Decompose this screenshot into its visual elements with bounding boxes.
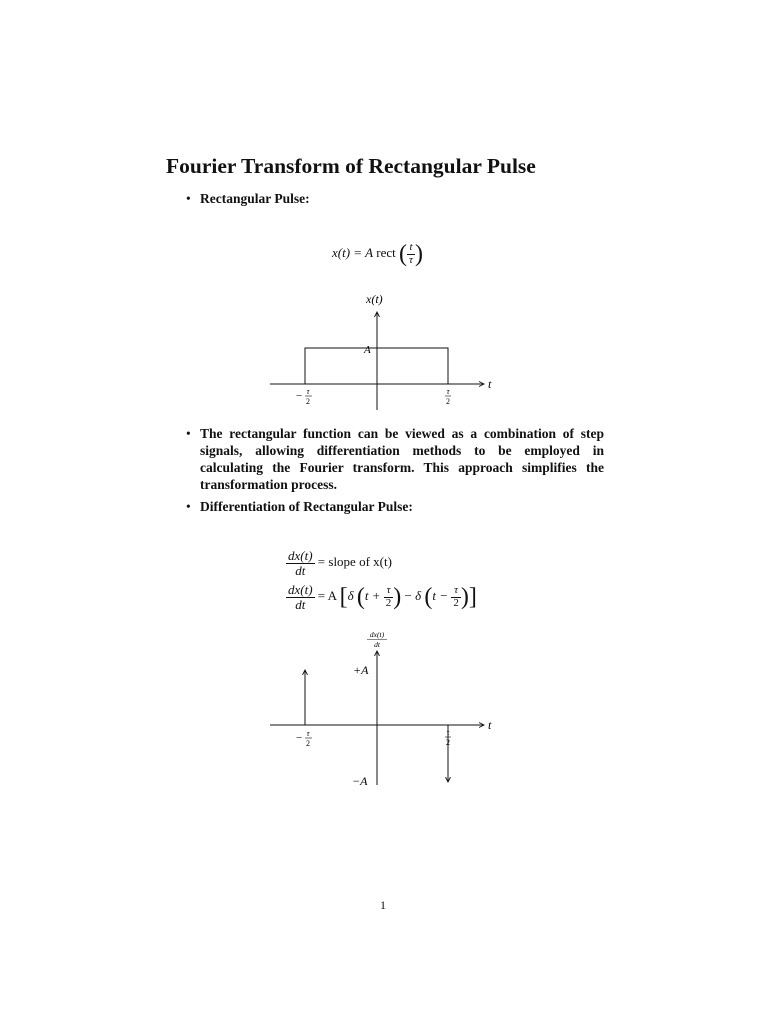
bullet-rectangular-pulse — [186, 190, 604, 207]
paren-open: ( — [424, 584, 433, 611]
delta-symbol: δ — [347, 588, 354, 604]
plot2-y-label-den: dt — [374, 640, 380, 649]
plot2-pos-label: +A — [353, 663, 369, 677]
paren-close: ) — [393, 584, 402, 611]
bullet-marker: • — [186, 499, 191, 514]
t-minus: t − — [432, 588, 449, 604]
derivative-fraction — [286, 549, 315, 577]
bracket-open: [ — [339, 584, 348, 611]
page-title: Fourier Transform of Rectangular Pulse — [166, 154, 536, 178]
bullet-step-combination — [186, 425, 604, 493]
fraction-numerator: τ — [384, 585, 394, 598]
fraction-numerator: t — [407, 242, 415, 255]
fraction-denominator: dt — [295, 596, 306, 612]
plot2-x-label: t — [488, 718, 492, 732]
fraction-denominator: 2 — [453, 596, 459, 609]
t-plus: t + — [364, 588, 381, 604]
fraction-numerator: τ — [451, 585, 461, 598]
plot1-y-label: x(t) — [366, 292, 383, 306]
plot1-amplitude-label: A — [364, 344, 371, 356]
page-number: 1 — [380, 898, 386, 912]
plot2-neg-label: −A — [352, 774, 368, 788]
minus-sign: − — [404, 588, 412, 604]
bullet-text: Rectangular Pulse: — [200, 191, 310, 206]
paren-open: ( — [356, 584, 365, 611]
equation-rect-definition — [332, 242, 423, 266]
derivative-fraction — [286, 583, 315, 611]
fraction-denominator: 2 — [385, 596, 392, 609]
fraction-numerator: dx(t) — [288, 548, 313, 563]
equation-slope — [286, 549, 392, 577]
equation-rhs: = slope of x(t) — [317, 554, 392, 570]
fraction-denominator: τ — [409, 253, 413, 266]
equation-func: rect — [376, 245, 396, 261]
plot2-tick-left-den: 2 — [306, 739, 310, 748]
tau-half-fraction — [384, 585, 394, 609]
bullet-marker: • — [186, 426, 191, 441]
plot1-tick-right-num: τ — [446, 387, 450, 396]
plot1-tick-left-sign: − — [296, 390, 303, 402]
bullet-text: The rectangular function can be viewed as a combination of step signals, allowing differentiation methods to be employed in calculating the Fourier transform. This approach simplifies the transformation process. — [200, 426, 604, 492]
tau-half-fraction — [451, 585, 461, 609]
plot2-y-label-num: dx(t) — [369, 630, 385, 639]
bullet-differentiation — [186, 498, 604, 515]
equation-derivative-deltas — [286, 583, 477, 611]
bracket-close: ] — [468, 584, 477, 611]
bullet-text: Differentiation of Rectangular Pulse: — [200, 499, 413, 514]
plot2-tick-left-num: τ — [306, 729, 310, 738]
plot2-tick-left-sign: − — [296, 732, 303, 744]
plot1-tick-left-den: 2 — [306, 397, 310, 406]
plot1-tick-right-den: 2 — [446, 397, 450, 406]
equation-fraction — [407, 242, 415, 266]
equation-eq-a: = A — [317, 588, 337, 604]
plot1-x-label: t — [488, 377, 492, 391]
equation-lhs: x(t) = A — [332, 245, 374, 261]
fraction-denominator: dt — [295, 562, 306, 578]
plot1-tick-left-num: τ — [306, 387, 310, 396]
plot2-tick-right-den: 2 — [446, 738, 450, 747]
fraction-numerator: dx(t) — [288, 582, 313, 597]
paren-open: ( — [399, 241, 408, 268]
paren-close: ) — [460, 584, 469, 611]
delta-symbol: δ — [415, 588, 422, 604]
plot1-pulse-line — [305, 348, 448, 384]
plot2-tick-right-num: τ — [446, 728, 450, 737]
bullet-marker: • — [186, 191, 191, 206]
paren-close: ) — [414, 241, 423, 268]
